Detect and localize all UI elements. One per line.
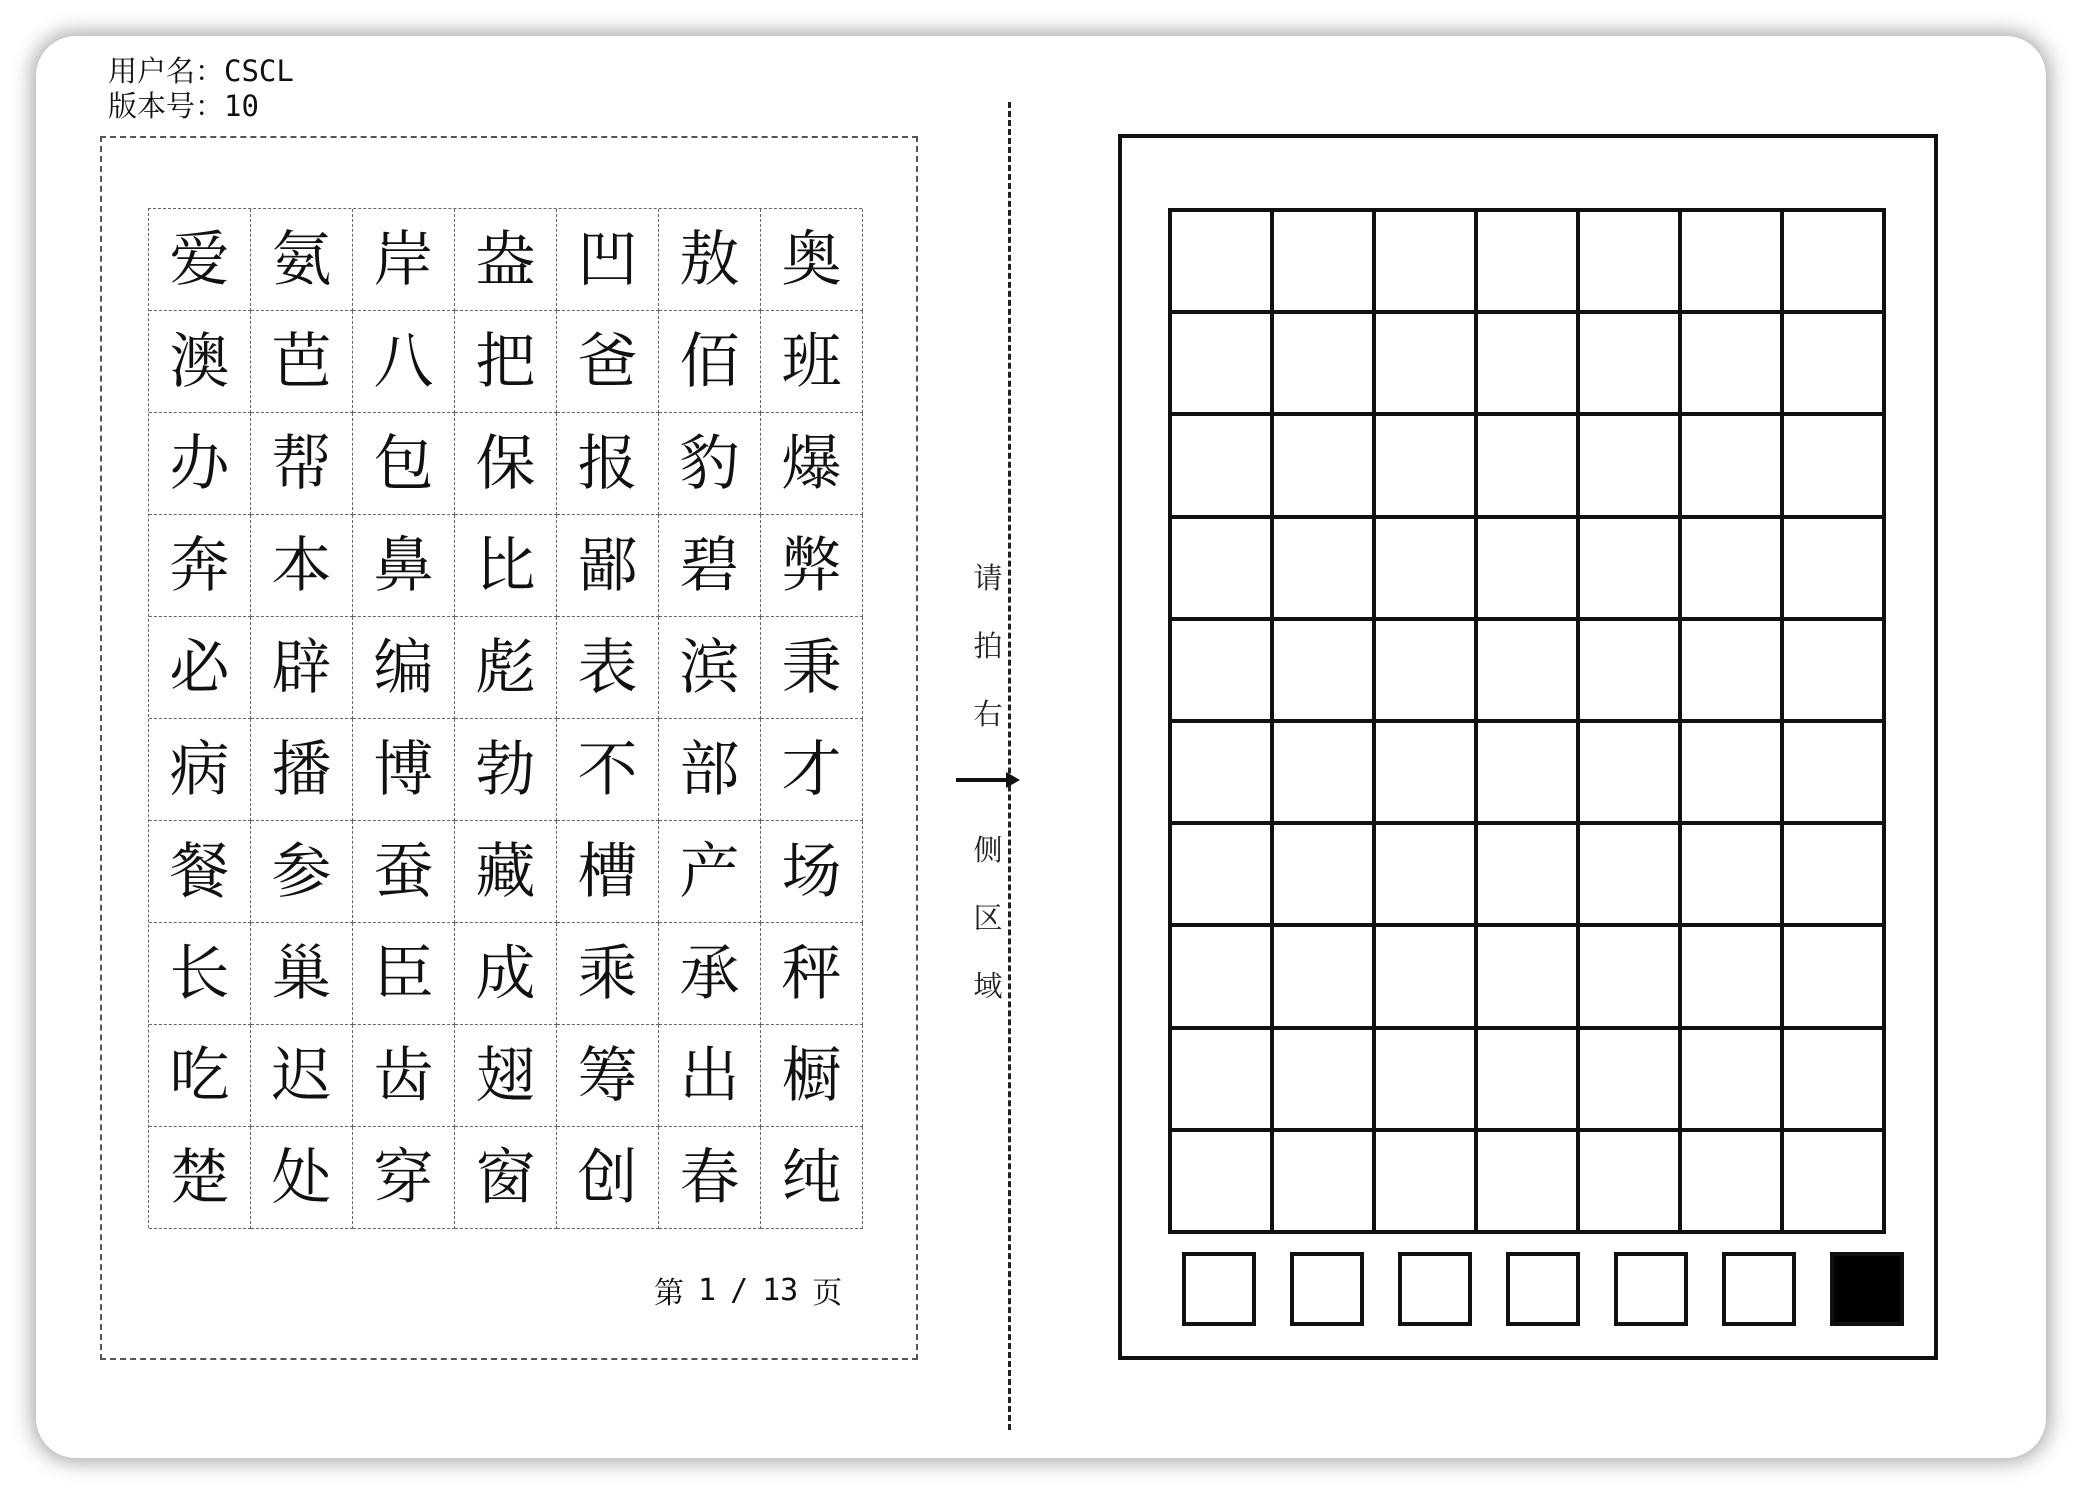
reference-character-cell: 处 xyxy=(251,1127,353,1229)
reference-character-cell: 乘 xyxy=(557,923,659,1025)
writing-cell xyxy=(1172,927,1274,1029)
reference-character-cell: 翅 xyxy=(455,1025,557,1127)
username-label: 用户名： xyxy=(108,54,225,88)
filled-marker-square xyxy=(1830,1252,1904,1326)
hint-char: 请 xyxy=(973,560,1003,595)
writing-cell xyxy=(1580,416,1682,518)
reference-character-cell: 爸 xyxy=(557,311,659,413)
writing-cell xyxy=(1580,519,1682,621)
reference-character-cell: 本 xyxy=(251,515,353,617)
reference-character-cell: 八 xyxy=(353,311,455,413)
reference-character-cell: 春 xyxy=(659,1127,761,1229)
writing-cell xyxy=(1682,519,1784,621)
empty-marker-square xyxy=(1182,1252,1256,1326)
page-total: 13 xyxy=(762,1272,799,1308)
writing-cell xyxy=(1682,416,1784,518)
writing-cell xyxy=(1478,314,1580,416)
writing-cell xyxy=(1784,314,1886,416)
page-prefix: 第 xyxy=(654,1276,684,1311)
alignment-markers xyxy=(1182,1252,1904,1328)
writing-cell xyxy=(1274,1132,1376,1234)
empty-marker-square xyxy=(1290,1252,1364,1326)
reference-character-cell: 弊 xyxy=(761,515,863,617)
sheet-meta xyxy=(108,54,294,124)
reference-character-grid xyxy=(148,208,862,1228)
writing-cell xyxy=(1274,416,1376,518)
reference-character-cell: 病 xyxy=(149,719,251,821)
writing-cell xyxy=(1172,416,1274,518)
writing-cell xyxy=(1376,927,1478,1029)
reference-character-cell: 不 xyxy=(557,719,659,821)
reference-character-cell: 藏 xyxy=(455,821,557,923)
reference-character-cell: 澳 xyxy=(149,311,251,413)
writing-cell xyxy=(1172,212,1274,314)
reference-character-cell: 齿 xyxy=(353,1025,455,1127)
page-indicator xyxy=(654,1268,842,1312)
reference-character-cell: 吃 xyxy=(149,1025,251,1127)
writing-cell xyxy=(1274,927,1376,1029)
writing-cell xyxy=(1682,314,1784,416)
reference-character-cell: 盎 xyxy=(455,209,557,311)
reference-character-cell: 纯 xyxy=(761,1127,863,1229)
hint-char: 域 xyxy=(973,968,1003,1003)
reference-character-cell: 蚕 xyxy=(353,821,455,923)
writing-cell xyxy=(1376,1132,1478,1234)
writing-cell xyxy=(1580,927,1682,1029)
reference-character-cell: 场 xyxy=(761,821,863,923)
writing-cell xyxy=(1478,212,1580,314)
photo-hint xyxy=(966,542,1010,1018)
reference-character-cell: 长 xyxy=(149,923,251,1025)
writing-cell xyxy=(1478,621,1580,723)
version-label: 版本号： xyxy=(108,89,225,123)
reference-character-cell: 巢 xyxy=(251,923,353,1025)
writing-cell xyxy=(1784,621,1886,723)
writing-cell xyxy=(1784,416,1886,518)
reference-character-cell: 鄙 xyxy=(557,515,659,617)
writing-cell xyxy=(1274,621,1376,723)
reference-character-cell: 碧 xyxy=(659,515,761,617)
reference-character-cell: 佰 xyxy=(659,311,761,413)
writing-cell xyxy=(1478,723,1580,825)
reference-character-cell: 播 xyxy=(251,719,353,821)
writing-cell xyxy=(1784,723,1886,825)
writing-cell xyxy=(1376,314,1478,416)
writing-cell xyxy=(1274,314,1376,416)
reference-character-cell: 把 xyxy=(455,311,557,413)
reference-character-cell: 编 xyxy=(353,617,455,719)
page-current: 1 xyxy=(698,1272,717,1308)
writing-cell xyxy=(1172,519,1274,621)
reference-character-cell: 豹 xyxy=(659,413,761,515)
reference-character-cell: 帮 xyxy=(251,413,353,515)
empty-marker-square xyxy=(1614,1252,1688,1326)
reference-character-cell: 餐 xyxy=(149,821,251,923)
reference-character-cell: 鼻 xyxy=(353,515,455,617)
reference-character-cell: 产 xyxy=(659,821,761,923)
reference-character-cell: 班 xyxy=(761,311,863,413)
reference-character-cell: 保 xyxy=(455,413,557,515)
reference-character-cell: 敖 xyxy=(659,209,761,311)
username-value: CSCL xyxy=(224,54,294,88)
writing-cell xyxy=(1682,1030,1784,1132)
reference-character-cell: 楚 xyxy=(149,1127,251,1229)
reference-character-cell: 爆 xyxy=(761,413,863,515)
writing-cell xyxy=(1682,1132,1784,1234)
writing-cell xyxy=(1274,825,1376,927)
reference-character-cell: 岸 xyxy=(353,209,455,311)
version-value: 10 xyxy=(224,89,259,123)
writing-cell xyxy=(1784,1132,1886,1234)
reference-character-cell: 凹 xyxy=(557,209,659,311)
reference-character-cell: 创 xyxy=(557,1127,659,1229)
version-row xyxy=(108,89,294,124)
writing-cell xyxy=(1172,825,1274,927)
writing-cell xyxy=(1172,314,1274,416)
username-row xyxy=(108,54,294,89)
reference-character-cell: 彪 xyxy=(455,617,557,719)
writing-cell xyxy=(1784,519,1886,621)
reference-character-cell: 报 xyxy=(557,413,659,515)
writing-cell xyxy=(1478,1030,1580,1132)
reference-character-cell: 秉 xyxy=(761,617,863,719)
reference-character-cell: 办 xyxy=(149,413,251,515)
writing-cell xyxy=(1784,927,1886,1029)
writing-cell xyxy=(1682,825,1784,927)
reference-character-cell: 筹 xyxy=(557,1025,659,1127)
hint-char: 右 xyxy=(973,696,1003,731)
hint-char: 侧 xyxy=(973,832,1003,867)
reference-character-cell: 成 xyxy=(455,923,557,1025)
reference-character-cell: 芭 xyxy=(251,311,353,413)
arrow-right-icon xyxy=(958,746,1018,814)
empty-marker-square xyxy=(1722,1252,1796,1326)
reference-character-cell: 奥 xyxy=(761,209,863,311)
writing-cell xyxy=(1478,825,1580,927)
hint-char: 区 xyxy=(973,900,1003,935)
reference-character-cell: 承 xyxy=(659,923,761,1025)
reference-character-cell: 出 xyxy=(659,1025,761,1127)
reference-character-cell: 博 xyxy=(353,719,455,821)
empty-marker-square xyxy=(1398,1252,1472,1326)
writing-cell xyxy=(1478,519,1580,621)
writing-cell xyxy=(1580,1132,1682,1234)
page-suffix: 页 xyxy=(812,1276,843,1311)
writing-cell xyxy=(1784,825,1886,927)
writing-cell xyxy=(1376,519,1478,621)
writing-cell xyxy=(1376,212,1478,314)
writing-cell xyxy=(1274,212,1376,314)
writing-cell xyxy=(1172,1132,1274,1234)
writing-cell xyxy=(1580,1030,1682,1132)
writing-cell xyxy=(1784,212,1886,314)
writing-cell xyxy=(1580,825,1682,927)
writing-cell xyxy=(1580,212,1682,314)
writing-cell xyxy=(1376,621,1478,723)
reference-character-cell: 臣 xyxy=(353,923,455,1025)
reference-character-cell: 槽 xyxy=(557,821,659,923)
reference-character-cell: 氨 xyxy=(251,209,353,311)
reference-character-cell: 秤 xyxy=(761,923,863,1025)
writing-cell xyxy=(1172,723,1274,825)
reference-character-cell: 奔 xyxy=(149,515,251,617)
empty-marker-square xyxy=(1506,1252,1580,1326)
reference-character-cell: 部 xyxy=(659,719,761,821)
reference-character-cell: 橱 xyxy=(761,1025,863,1127)
hint-char: 拍 xyxy=(973,628,1003,663)
reference-character-cell: 比 xyxy=(455,515,557,617)
reference-character-cell: 穿 xyxy=(353,1127,455,1229)
reference-character-cell: 才 xyxy=(761,719,863,821)
writing-cell xyxy=(1274,1030,1376,1132)
writing-cell xyxy=(1580,314,1682,416)
writing-cell xyxy=(1376,723,1478,825)
writing-grid xyxy=(1168,208,1886,1234)
writing-cell xyxy=(1376,416,1478,518)
writing-cell xyxy=(1682,723,1784,825)
writing-cell xyxy=(1478,416,1580,518)
reference-character-cell: 包 xyxy=(353,413,455,515)
writing-cell xyxy=(1682,927,1784,1029)
writing-cell xyxy=(1172,1030,1274,1132)
reference-character-cell: 滨 xyxy=(659,617,761,719)
writing-cell xyxy=(1580,723,1682,825)
reference-character-cell: 参 xyxy=(251,821,353,923)
writing-cell xyxy=(1682,212,1784,314)
worksheet-page xyxy=(36,36,2046,1458)
page-separator: / xyxy=(730,1272,749,1308)
writing-cell xyxy=(1478,927,1580,1029)
writing-cell xyxy=(1274,519,1376,621)
writing-cell xyxy=(1376,1030,1478,1132)
reference-character-cell: 迟 xyxy=(251,1025,353,1127)
writing-cell xyxy=(1580,621,1682,723)
writing-cell xyxy=(1478,1132,1580,1234)
writing-cell xyxy=(1784,1030,1886,1132)
writing-cell xyxy=(1172,621,1274,723)
reference-character-cell: 必 xyxy=(149,617,251,719)
reference-character-cell: 表 xyxy=(557,617,659,719)
writing-cell xyxy=(1274,723,1376,825)
writing-cell xyxy=(1682,621,1784,723)
writing-cell xyxy=(1376,825,1478,927)
reference-character-cell: 勃 xyxy=(455,719,557,821)
reference-character-cell: 爱 xyxy=(149,209,251,311)
reference-character-cell: 辟 xyxy=(251,617,353,719)
reference-character-cell: 窗 xyxy=(455,1127,557,1229)
